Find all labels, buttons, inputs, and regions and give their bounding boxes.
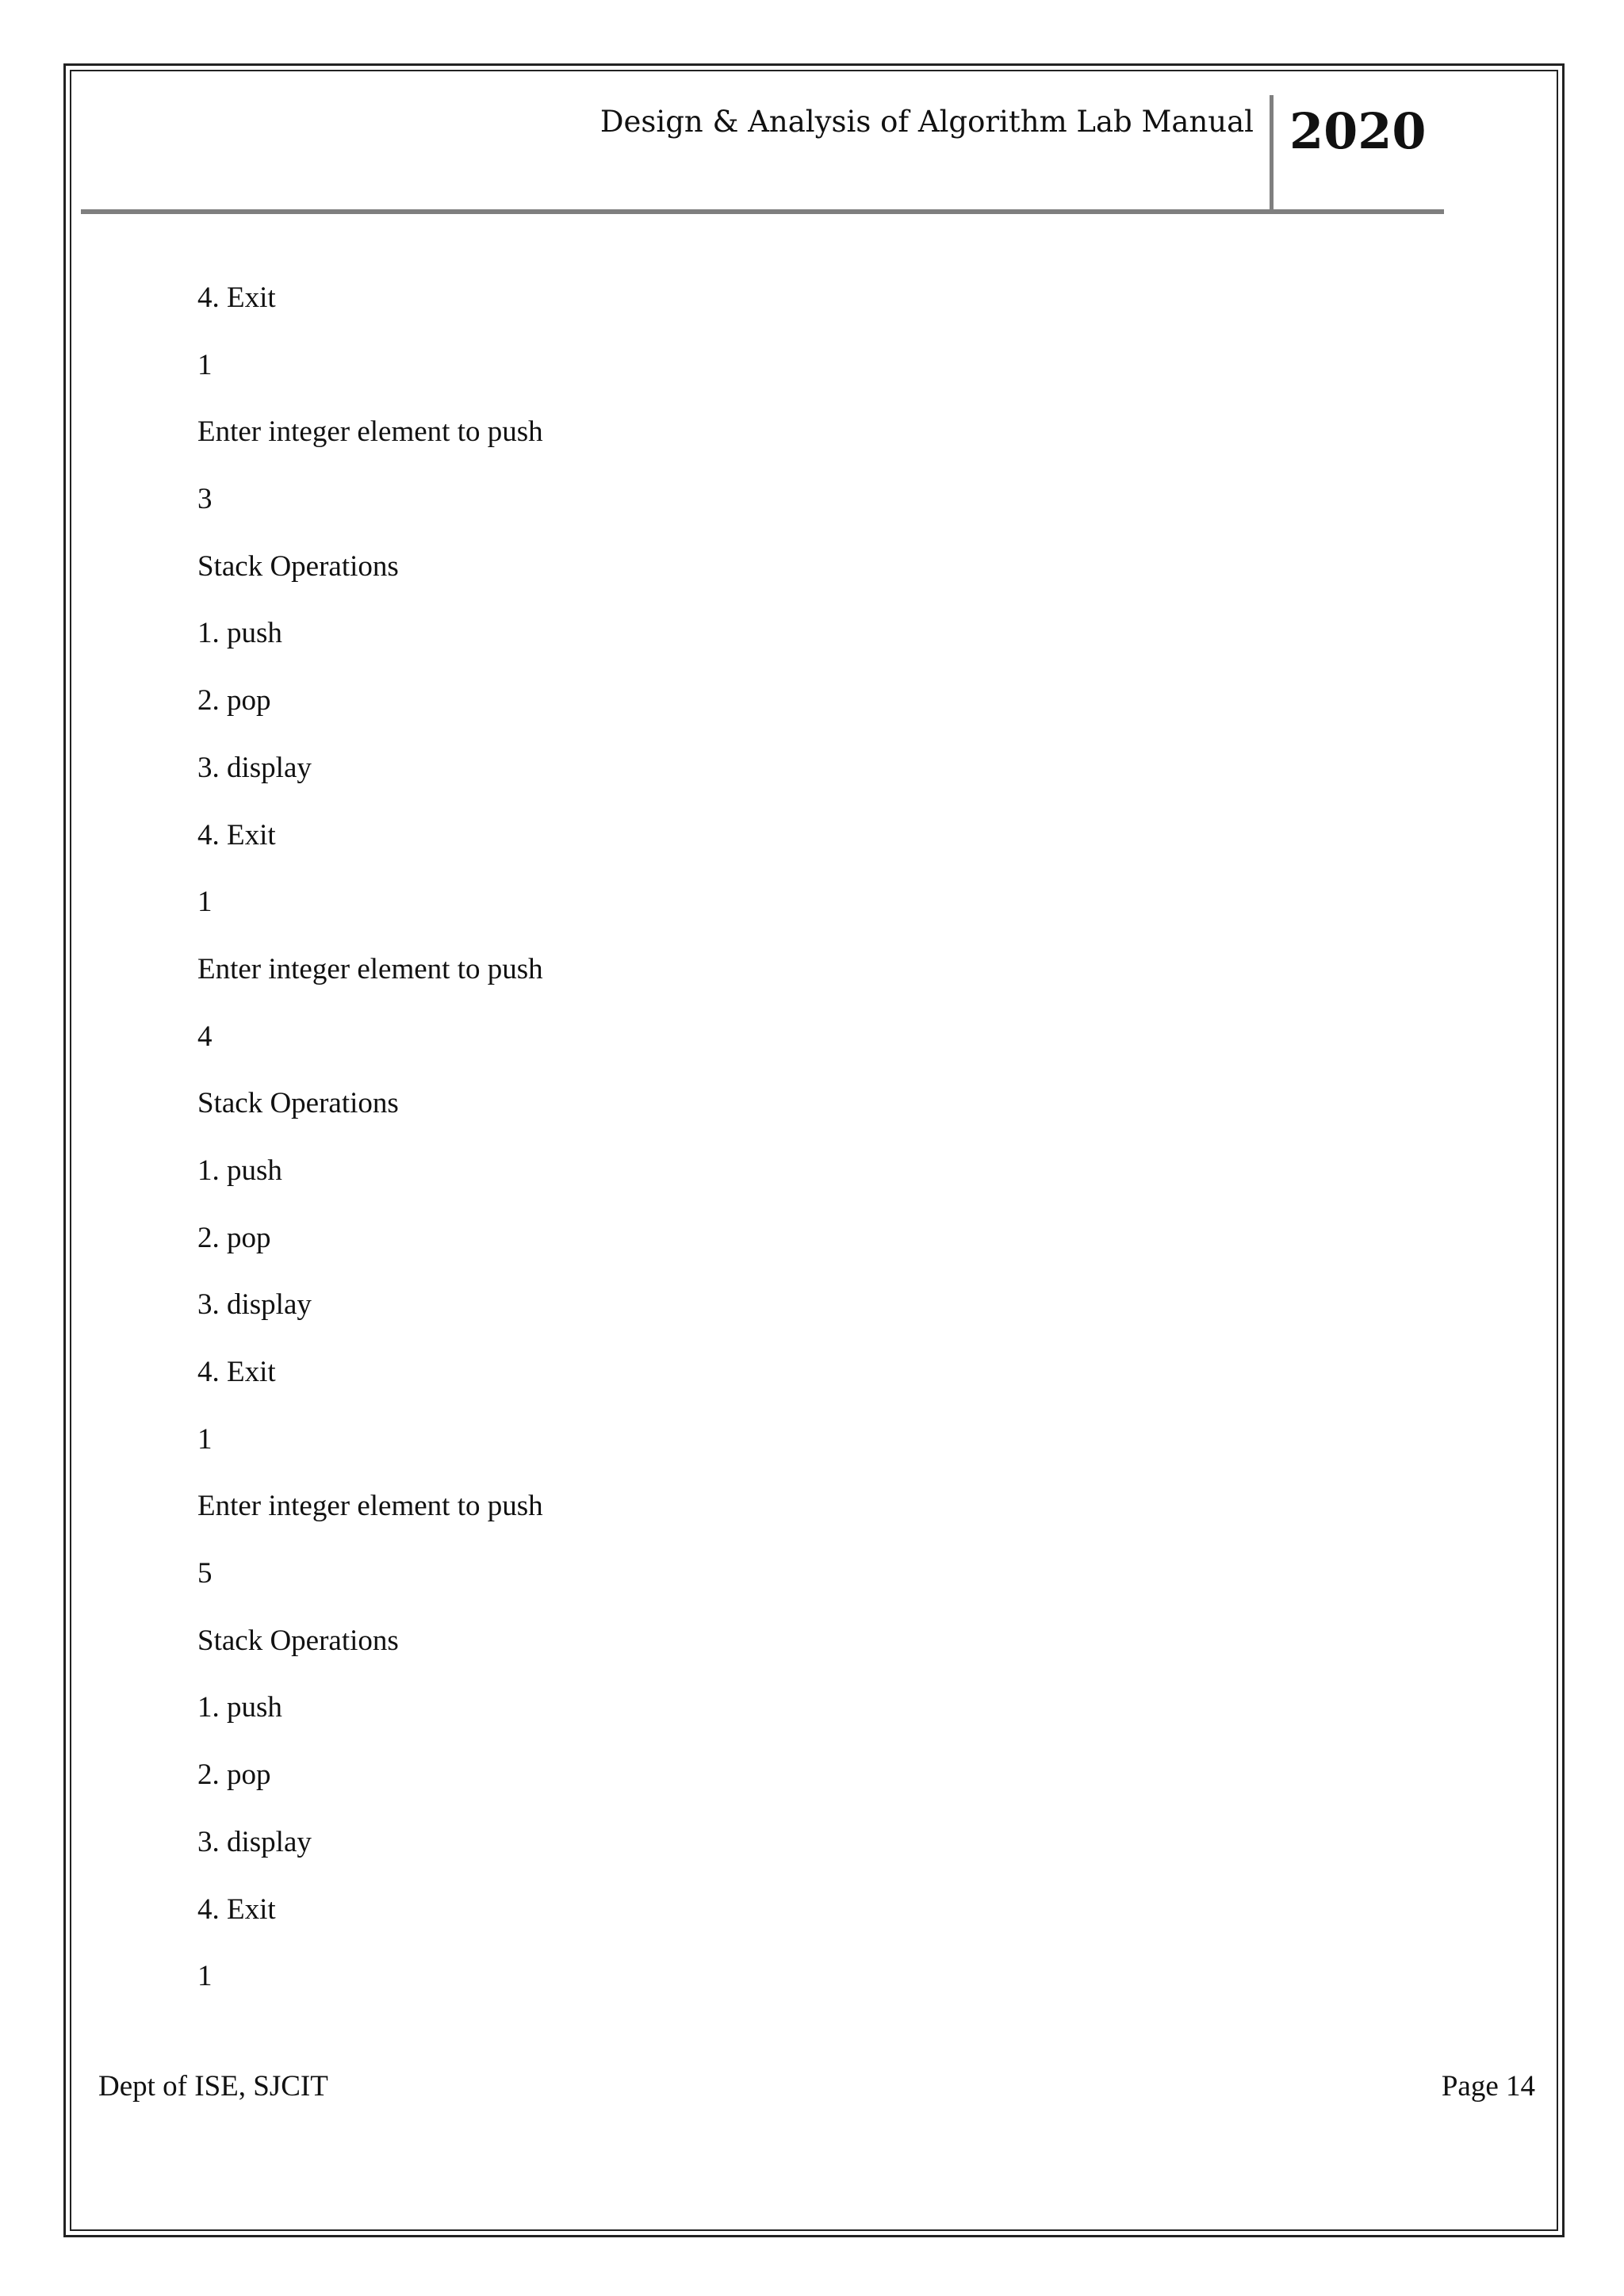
output-line: 4 xyxy=(197,1020,213,1053)
output-line: Enter integer element to push xyxy=(197,952,543,985)
output-line: 4. Exit xyxy=(197,281,276,314)
output-line: 1 xyxy=(197,886,213,919)
output-line: Stack Operations xyxy=(197,1087,399,1120)
output-line: 3. display xyxy=(197,751,312,784)
output-line: 4. Exit xyxy=(197,1892,276,1926)
output-line: Stack Operations xyxy=(197,549,399,583)
output-line: 3. display xyxy=(197,1825,312,1858)
output-line: 5 xyxy=(197,1557,213,1590)
output-line: 3. display xyxy=(197,1288,312,1322)
output-line: 2. pop xyxy=(197,1758,271,1792)
output-line: 2. pop xyxy=(197,684,271,718)
output-line: Enter integer element to push xyxy=(197,415,543,449)
output-line: 1. push xyxy=(197,1154,282,1187)
footer-department: Dept of ISE, SJCIT xyxy=(98,2070,328,2103)
output-line: 1. push xyxy=(197,1691,282,1724)
header-title: Design & Analysis of Algorithm Lab Manual xyxy=(599,105,1254,139)
output-line: 1 xyxy=(197,1960,213,1993)
output-line: 1 xyxy=(197,1422,213,1456)
program-output xyxy=(197,279,543,2025)
header-divider xyxy=(1270,95,1274,211)
output-line: Enter integer element to push xyxy=(197,1490,543,1523)
output-line: 1. push xyxy=(197,617,282,650)
output-line: 4. Exit xyxy=(197,818,276,851)
header-rule xyxy=(81,209,1444,214)
output-line: 3 xyxy=(197,483,213,516)
output-line: 1 xyxy=(197,348,213,381)
header-year: 2020 xyxy=(1289,102,1427,160)
output-line: 4. Exit xyxy=(197,1356,276,1388)
output-line: 2. pop xyxy=(197,1221,271,1254)
footer-page-number: Page 14 xyxy=(1441,2070,1535,2103)
output-line: Stack Operations xyxy=(197,1624,399,1657)
